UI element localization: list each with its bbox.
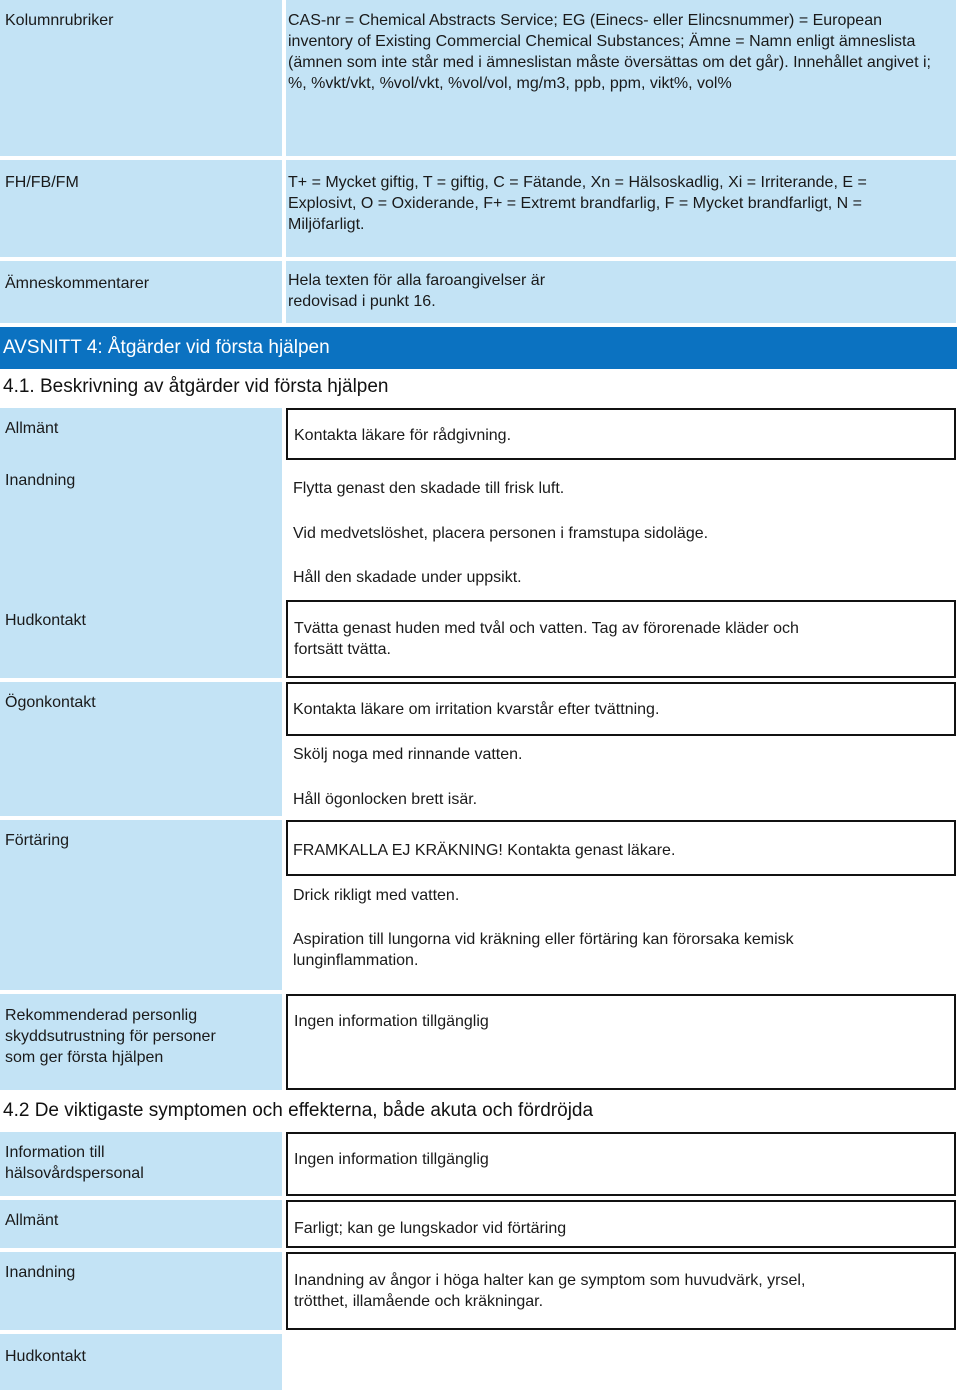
legend-text: T+ = Mycket giftig, T = giftig, C = Fätande, Xn = Hälsoskadlig, Xi = Irriterande, E = Explosivt, O = Oxiderande, F+ = Extremt brandfarlig, F = Mycket brandfarligt, N = Miljöfarligt. — [286, 160, 956, 257]
subsection-heading-4-2: 4.2 De viktigaste symptomen och effekterna, både akuta och fördröjda — [3, 1100, 594, 1121]
row-hudkontakt-4-2 — [0, 1334, 960, 1390]
row-value: Farligt; kan ge lungskador vid förtäring — [286, 1200, 956, 1248]
row-value: Ingen information tillgänglig — [286, 994, 956, 1090]
subsection-heading-4-1: 4.1. Beskrivning av åtgärder vid första hjälpen — [3, 376, 389, 397]
legend-label: FH/FB/FM — [0, 160, 282, 257]
legend-label: Kolumnrubriker — [0, 0, 282, 156]
row-label: Hudkontakt — [0, 600, 282, 678]
row-value: Tvätta genast huden med tvål och vatten. Tag av förorenade kläder och fortsätt tvätta. — [286, 600, 956, 678]
legend-row-fh-fb-fm — [0, 160, 960, 261]
row-allmant — [0, 408, 960, 460]
row-text: Flytta genast den skadade till frisk luft. — [293, 480, 565, 497]
row-allmant-4-2 — [0, 1200, 960, 1252]
legend-label: Ämneskommentarer — [0, 261, 282, 323]
section-header: AVSNITT 4: Åtgärder vid första hjälpen — [0, 327, 957, 369]
row-label: Allmänt — [0, 1200, 282, 1248]
row-value: Kontakta läkare för rådgivning. — [286, 408, 956, 460]
row-ogonkontakt — [0, 682, 960, 820]
row-text: Vid medvetslöshet, placera personen i framstupa sidoläge. — [293, 525, 709, 542]
legend-row-amneskommentarer — [0, 261, 960, 327]
row-label: Information till hälsovårdspersonal — [0, 1132, 282, 1196]
row-label: Rekommenderad personlig skyddsutrustning för personer som ger första hjälpen — [0, 994, 282, 1090]
legend-row-kolumnrubriker — [0, 0, 960, 160]
row-label: Inandning — [0, 1252, 282, 1330]
row-information-till-halsovardspersonal — [0, 1132, 960, 1200]
row-text: Drick rikligt med vatten. — [293, 887, 460, 904]
row-skyddsutrustning — [0, 994, 960, 1094]
row-text: Håll ögonlocken brett isär. — [293, 791, 478, 808]
legend-text: Hela texten för alla faroangivelser är redovisad i punkt 16. — [286, 261, 956, 323]
row-fortaring — [0, 820, 960, 994]
row-label: Ögonkontakt — [0, 682, 282, 816]
row-label: Hudkontakt — [0, 1334, 282, 1390]
row-text: FRAMKALLA EJ KRÄKNING! Kontakta genast läkare. — [293, 842, 676, 859]
row-label: Allmänt — [0, 408, 282, 460]
row-inandning-4-2 — [0, 1252, 960, 1334]
row-text: Kontakta läkare om irritation kvarstår efter tvättning. — [293, 701, 660, 718]
row-label: Inandning — [0, 460, 282, 600]
row-text: Aspiration till lungorna vid kräkning eller förtäring kan förorsaka kemisk lunginflammation. — [293, 931, 794, 969]
row-label: Förtäring — [0, 820, 282, 990]
row-value: Ingen information tillgänglig — [286, 1132, 956, 1196]
row-inandning — [0, 460, 960, 600]
row-text: Skölj noga med rinnande vatten. — [293, 746, 523, 763]
row-value: Inandning av ångor i höga halter kan ge symptom som huvudvärk, yrsel, trötthet, illamående och kräkningar. — [286, 1252, 956, 1330]
legend-text: CAS-nr = Chemical Abstracts Service; EG (Einecs- eller Elincsnummer) = European inventory of Existing Commercial Chemical Substances; Ämne = Namn enligt ämneslista (ämnen som inte står med i ämneslistan måste översättas om det går). Innehållet angivet i; %, %vkt/vkt, %vol/vkt, %vol/vol, mg/m3, ppb, ppm, vikt%, vol% — [286, 0, 956, 156]
row-hudkontakt — [0, 600, 960, 682]
row-text: Håll den skadade under uppsikt. — [293, 569, 522, 586]
